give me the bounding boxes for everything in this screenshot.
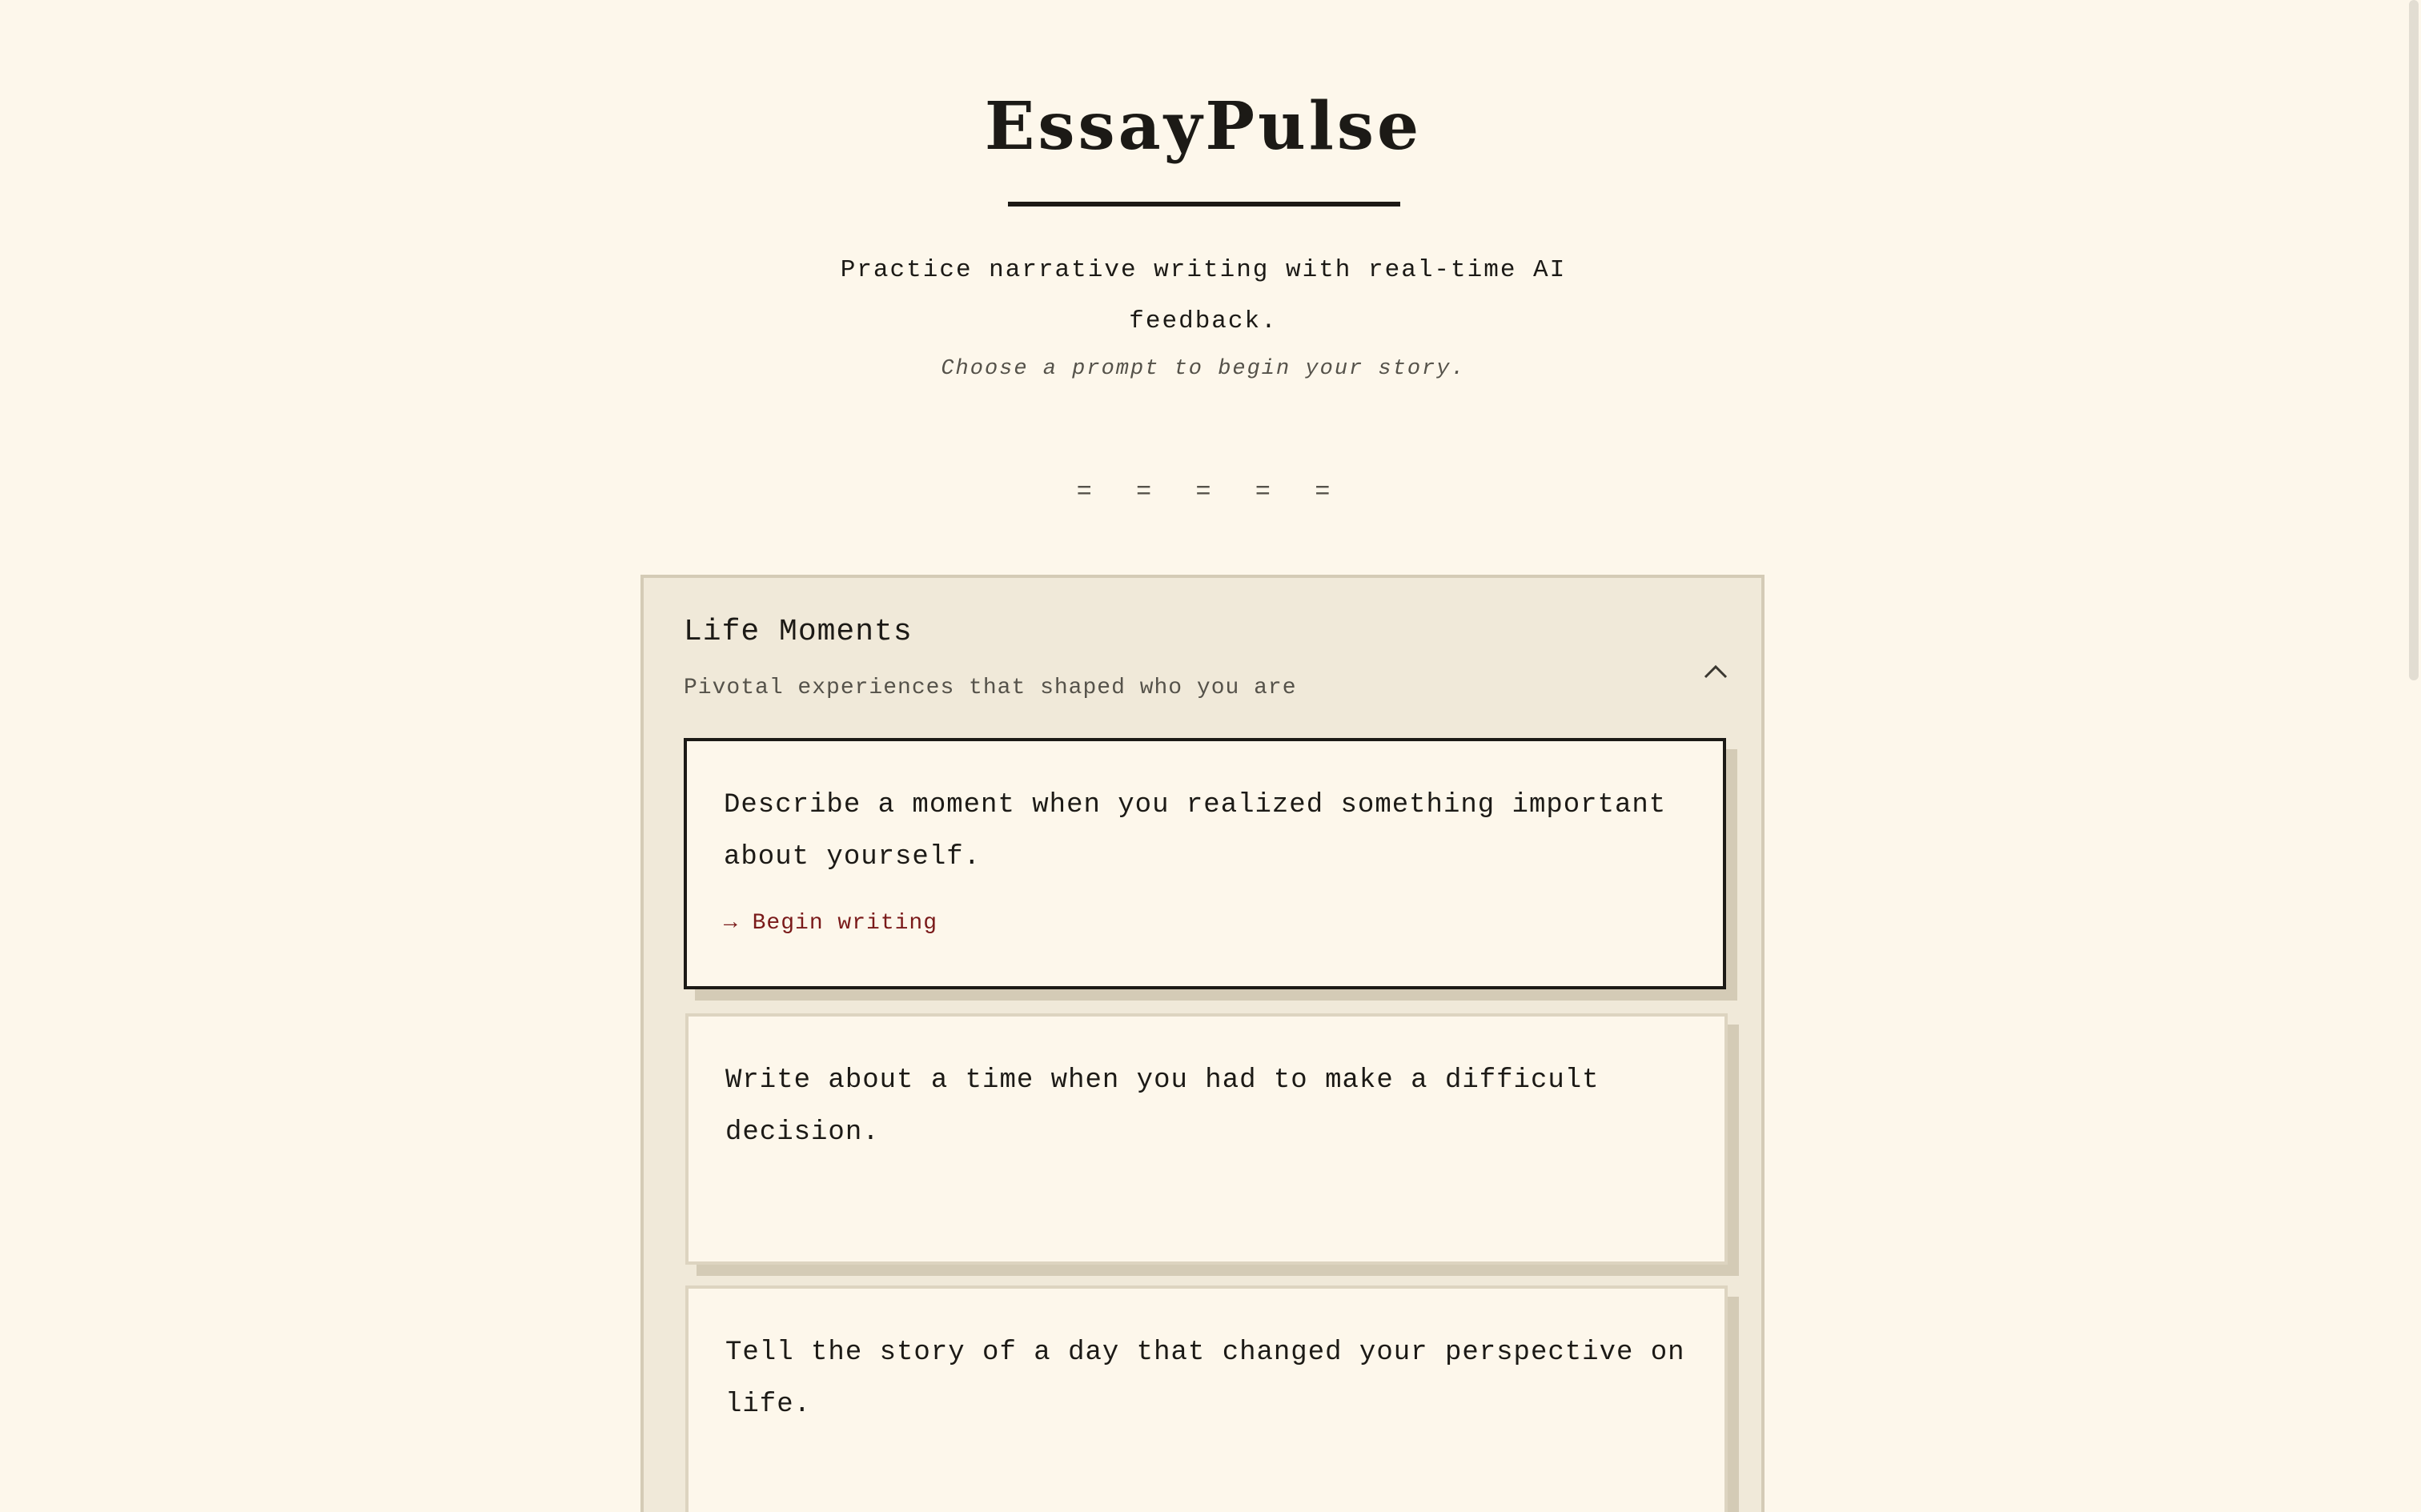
title-underline <box>1008 202 1400 207</box>
app-title: EssayPulse <box>984 88 1423 165</box>
divider-glyph: = <box>1255 477 1271 507</box>
prompt-text: Tell the story of a day that changed your perspective on life. <box>725 1338 1685 1420</box>
divider-glyph: = <box>1315 477 1331 507</box>
scrollbar-thumb[interactable] <box>2409 0 2419 680</box>
category-title: Life Moments <box>684 615 913 649</box>
divider-glyph: = <box>1076 477 1092 507</box>
divider-glyph: = <box>1135 477 1152 507</box>
prompt-card[interactable] <box>685 1285 1728 1512</box>
category-description: Pivotal experiences that shaped who you are <box>684 676 1297 700</box>
chevron-up-icon <box>1696 652 1736 692</box>
prompt-card[interactable] <box>684 738 1726 989</box>
ornament-divider <box>0 477 2407 507</box>
prompt-card[interactable] <box>685 1013 1728 1265</box>
prompt-text: Describe a moment when you realized something important about yourself. <box>724 790 1667 872</box>
vertical-scrollbar[interactable] <box>2407 0 2421 1512</box>
tagline: Practice narrative writing with real-time AI feedback. <box>840 256 1567 335</box>
prompt-text: Write about a time when you had to make a difficult decision. <box>725 1065 1600 1148</box>
category-life-moments <box>640 575 1765 1512</box>
begin-writing-link[interactable]: → Begin writing <box>724 911 938 936</box>
instruction-hint: Choose a prompt to begin your story. <box>941 357 1466 381</box>
collapse-toggle-button[interactable] <box>1696 652 1736 692</box>
divider-glyph: = <box>1195 477 1211 507</box>
